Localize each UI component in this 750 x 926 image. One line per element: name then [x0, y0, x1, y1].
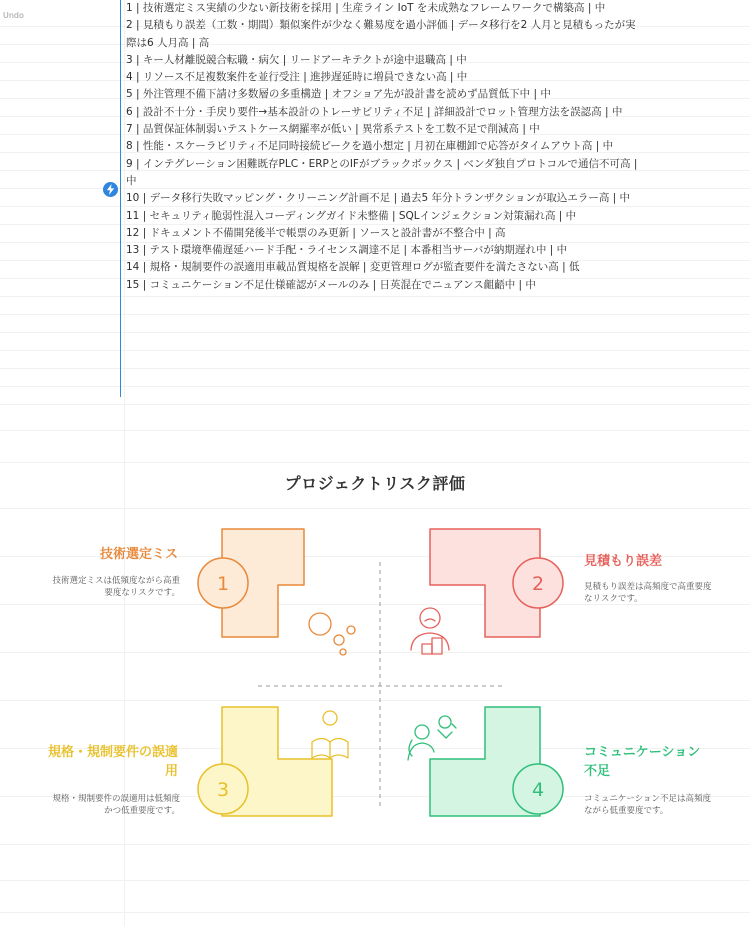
person-blocks-icon [411, 608, 449, 654]
risk-list [126, 0, 646, 294]
talking-people-icon [408, 716, 456, 760]
list-item[interactable]: 7 | 品質保証体制弱いテストケース網羅率が低い | 異常系テストを工数不足で削減高 | 中 [126, 123, 540, 136]
quadrant-4-number: 4 [531, 779, 545, 801]
list-item[interactable]: 6 | 設計不十分・手戻り要件→基本設計のトレーサビリティ不足 | 詳細設計でロット管理方法を誤認高 | 中 [126, 105, 623, 118]
selection-rule [120, 0, 121, 397]
lightning-icon[interactable] [103, 182, 118, 197]
list-item[interactable]: 3 | キー人材離脱競合転職・病欠 | リードアーキテクトが途中退職高 | 中 [126, 53, 467, 66]
quadrant-1-number: 1 [216, 573, 230, 595]
quadrant-2-title: 見積もり誤差 [584, 554, 663, 569]
quadrant-4-title: コミュニケーション不足 [584, 745, 701, 779]
bubbles-icon [309, 613, 355, 655]
list-item[interactable]: 14 | 規格・規制要件の誤適用車載品質規格を誤解 | 変更管理ログが監査要件を満たさない高 | 低 [126, 261, 580, 274]
list-item[interactable]: 11 | セキュリティ脆弱性混入コーディングガイド未整備 | SQLインジェクション対策漏れ高 | 中 [126, 209, 577, 222]
list-item[interactable]: 2 | 見積もり誤差（工数・期間）類似案件が少なく難易度を過小評価 | データ移行を2 人月と見積もったが実際は6 人月高 | 高 [126, 19, 636, 49]
list-item[interactable]: 1 | 技術選定ミス実績の少ない新技術を採用 | 生産ライン IoT を未成熟なフレームワークで構築高 | 中 [126, 2, 606, 14]
list-item[interactable]: 13 | テスト環境準備遅延ハード手配・ライセンス調達不足 | 本番相当サーバが納期遅れ中 | 中 [126, 244, 568, 257]
list-item[interactable]: 8 | 性能・スケーラビリティ不足同時接続ピークを過小想定 | 月初在庫棚卸で応答がタイムアウト高 | 中 [126, 140, 614, 153]
lightning-glyph [106, 184, 115, 195]
undo-button[interactable]: Undo [3, 11, 24, 20]
quadrant-2-number: 2 [531, 573, 545, 595]
quadrant-1-title: 技術選定ミス [99, 547, 178, 562]
infographic-title: プロジェクトリスク評価 [284, 474, 466, 493]
quadrant-4-desc: コミュニケーション不足は高頻度ながら低重要度です。 [584, 794, 711, 816]
quadrant-1-desc: 技術選定ミスは低頻度ながら高重要度なリスクです。 [52, 576, 180, 598]
list-item[interactable]: 10 | データ移行失敗マッピング・クリーニング計画不足 | 過去5 年分トランザクションが取込エラー高 | 中 [126, 192, 631, 205]
quadrant-3-desc: 規格・規制要件の誤適用は低頻度かつ低重要度です。 [52, 794, 180, 816]
quadrant-2-desc: 見積もり誤差は高頻度で高重要度なリスクです。 [584, 582, 712, 604]
reading-person-icon [312, 711, 348, 758]
list-item[interactable]: 12 | ドキュメント不備開発後半で帳票のみ更新 | ソースと設計書が不整合中 | 高 [126, 226, 506, 239]
quadrant-3-number: 3 [216, 779, 230, 801]
quadrant-3-title: 規格・規制要件の誤適用 [47, 745, 178, 779]
list-item[interactable]: 5 | 外注管理不備下請け多数層の多重構造 | オフショア先が設計書を読めず品質低下中 | 中 [126, 88, 551, 101]
list-item[interactable]: 15 | コミュニケーション不足仕様確認がメールのみ | 日英混在でニュアンス齟齬中 | 中 [126, 278, 536, 291]
list-item[interactable]: 9 | インテグレーション困難既存PLC・ERPとのIFがブラックボックス | ベンダ独自プロトコルで通信不可高 | 中 [126, 157, 638, 187]
list-item[interactable]: 4 | リソース不足複数案件を並行受注 | 進捗遅延時に増員できない高 | 中 [126, 71, 468, 84]
